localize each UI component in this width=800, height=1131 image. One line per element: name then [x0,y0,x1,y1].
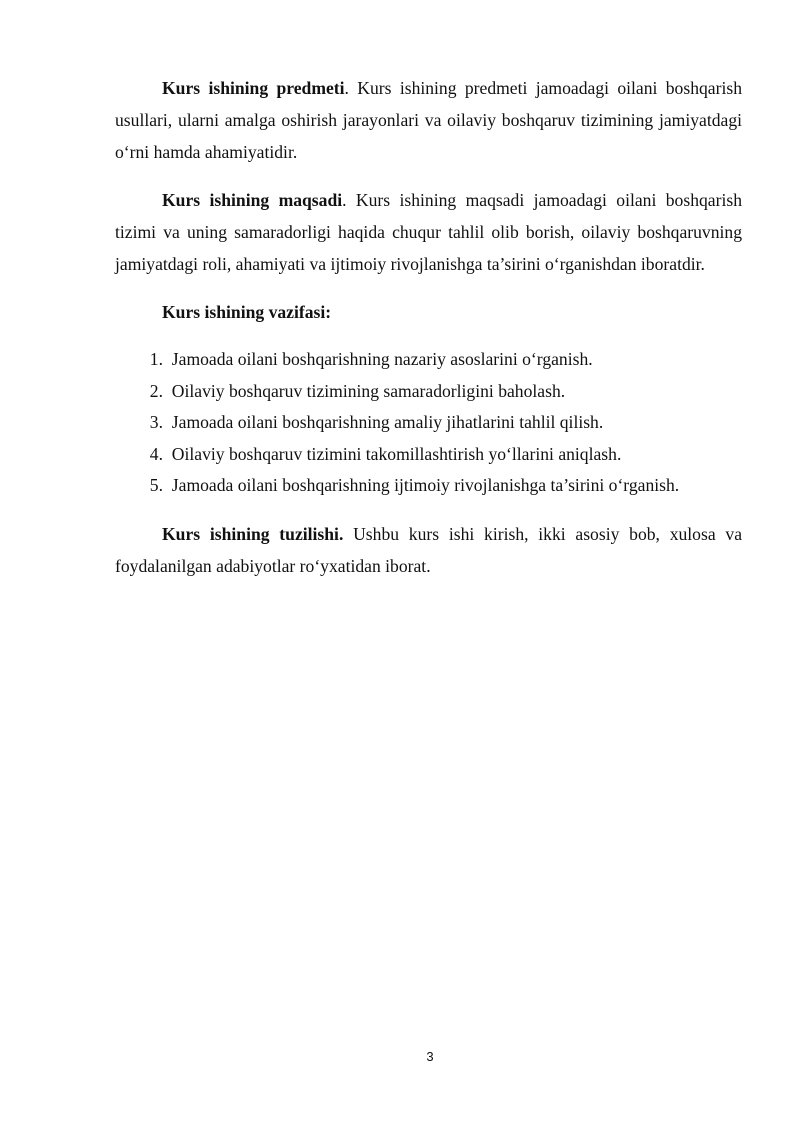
list-item [115,344,742,376]
list-item [115,439,742,471]
predmet-title: Kurs ishining predmeti [162,78,345,98]
list-item-number: 1. [149,349,163,369]
maqsad-title: Kurs ishining maqsadi [162,190,343,210]
paragraph-predmet [115,72,742,168]
list-item-number: 2. [149,380,163,401]
vazifa-heading: Kurs ishining vazifasi: [162,302,332,322]
predmet-text: . Kurs ishining predmeti jamoadagi oilani boshqarish usullari, ularni amalga oshirish jarayonlari va oilaviy boshqaruv tizimining jamiyatdagi o‘rni hamda ahamiyatidir. [115,78,742,162]
list-item-number: 3. [149,412,163,432]
task-list [115,344,742,502]
list-item-number: 4. [149,443,163,464]
paragraph-maqsad [115,184,742,280]
tuzilish-text: Ushbu kurs ishi kirish, ikki asosiy bob, xulosa va foydalanilgan adabiyotlar ro‘yxatidan iborat. [115,523,742,576]
list-item [115,407,742,439]
list-item-text: Oilaviy boshqaruv tizimini takomillashtirish yo‘llarini aniqlash. [171,443,622,464]
page-content [115,72,742,598]
list-item [115,470,742,502]
list-item-number: 5. [149,475,163,495]
maqsad-text: . Kurs ishining maqsadi jamoadagi oilani boshqarish tizimi va uning samaradorligi haqida chuqur tahlil olib borish, oilaviy boshqaruvning jamiyatdagi roli, ahamiyati va ijtimoiy rivojlanishga ta’sirini o‘rganishdan iboratdir. [115,190,742,274]
list-item-text: Jamoada oilani boshqarishning ijtimoiy rivojlanishga ta’sirini o‘rganish. [171,475,680,495]
list-item-text: Jamoada oilani boshqarishning nazariy asoslarini o‘rganish. [171,349,593,369]
page-number: 3 [426,1049,434,1064]
tuzilish-title: Kurs ishining tuzilishi. [162,523,344,544]
list-item [115,376,742,408]
paragraph-tuzilish [115,518,742,582]
list-item-text: Oilaviy boshqaruv tizimining samaradorligini baholash. [171,380,566,401]
list-item-text: Jamoada oilani boshqarishning amaliy jihatlarini tahlil qilish. [171,412,604,432]
